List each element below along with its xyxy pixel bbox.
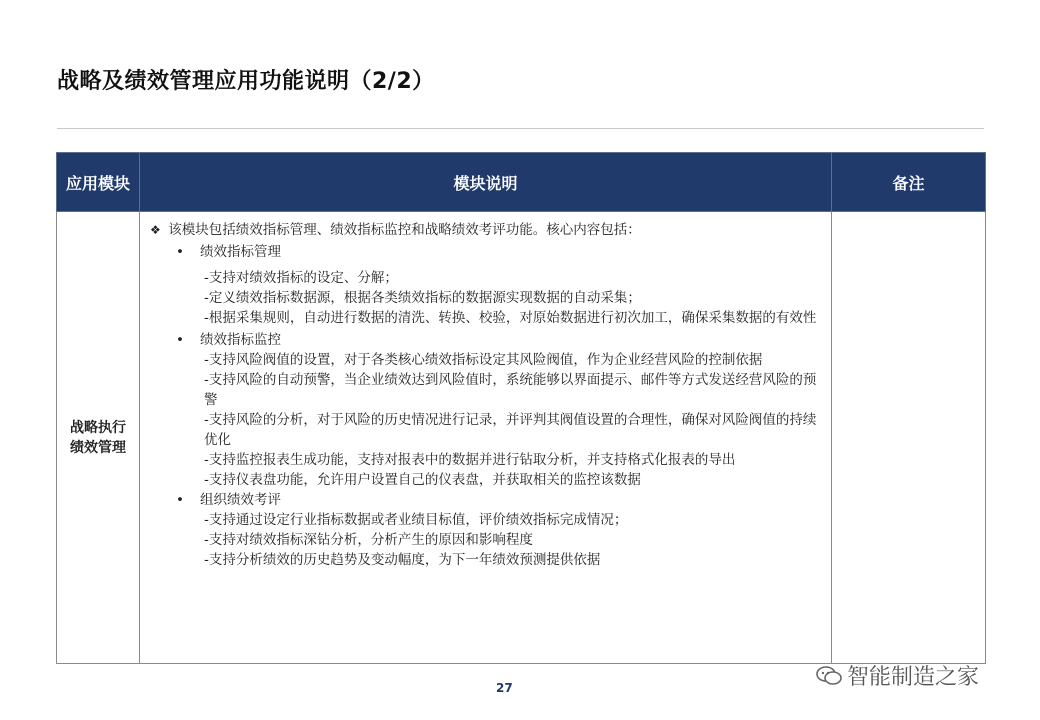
list-item: -支持仪表盘功能，允许用户设置自己的仪表盘，并获取相关的监控该数据 xyxy=(204,472,641,488)
list-item: -支持对绩效指标深钻分析，分析产生的原因和影响程度 xyxy=(204,532,533,548)
list-item: -支持风险的分析，对于风险的历史情况进行记录，并评判其阀值设置的合理性，确保对风险阀值的持续优化 xyxy=(204,412,817,448)
list-item: -支持分析绩效的历史趋势及变动幅度，为下一年绩效预测提供依据 xyxy=(204,552,601,568)
module-name-line1: 战略执行 xyxy=(70,419,126,436)
bullet-icon: • xyxy=(176,332,184,348)
remark-cell xyxy=(832,212,986,664)
intro-line xyxy=(150,220,821,240)
bullet-icon: • xyxy=(176,492,184,508)
section-title: • 绩效指标管理 xyxy=(176,244,281,260)
intro-text: 该模块包括绩效指标管理、绩效指标监控和战略绩效考评功能。核心内容包括： xyxy=(168,222,641,238)
header-remark: 备注 xyxy=(832,153,986,212)
watermark xyxy=(815,660,979,691)
wechat-icon xyxy=(815,665,843,687)
table-row xyxy=(57,212,986,664)
list-item: -支持监控报表生成功能，支持对报表中的数据并进行钻取分析，并支持格式化报表的导出 xyxy=(204,452,736,468)
page-number: 27 xyxy=(496,681,513,695)
table-header-row xyxy=(57,153,986,212)
section-title: • 组织绩效考评 xyxy=(176,492,281,508)
list-item: -支持通过设定行业指标数据或者业绩目标值，评价绩效指标完成情况； xyxy=(204,512,628,528)
list-item: -支持对绩效指标的设定、分解； xyxy=(204,270,398,286)
list-item: -支持风险阀值的设置，对于各类核心绩效指标设定其风险阀值，作为企业经营风险的控制依据 xyxy=(204,352,763,368)
bullet-icon: • xyxy=(176,244,184,260)
description-cell xyxy=(140,212,832,664)
title-divider xyxy=(57,128,984,129)
header-module: 应用模块 xyxy=(57,153,140,212)
list-item: -定义绩效指标数据源，根据各类绩效指标的数据源实现数据的自动采集； xyxy=(204,290,641,306)
diamond-bullet-icon: ❖ xyxy=(150,223,161,237)
watermark-text: 智能制造之家 xyxy=(847,665,980,690)
module-name-cell xyxy=(57,212,140,664)
module-name-line2: 绩效管理 xyxy=(70,439,126,456)
header-description: 模块说明 xyxy=(140,153,832,212)
page-title: 战略及绩效管理应用功能说明（2/2） xyxy=(57,69,435,94)
function-table xyxy=(56,152,986,664)
list-item: -根据采集规则，自动进行数据的清洗、转换、校验，对原始数据进行初次加工，确保采集数据的有效性 xyxy=(204,310,817,326)
list-item: -支持风险的自动预警，当企业绩效达到风险值时，系统能够以界面提示、邮件等方式发送经营风险的预警 xyxy=(204,372,817,408)
section-title: • 绩效指标监控 xyxy=(176,332,281,348)
